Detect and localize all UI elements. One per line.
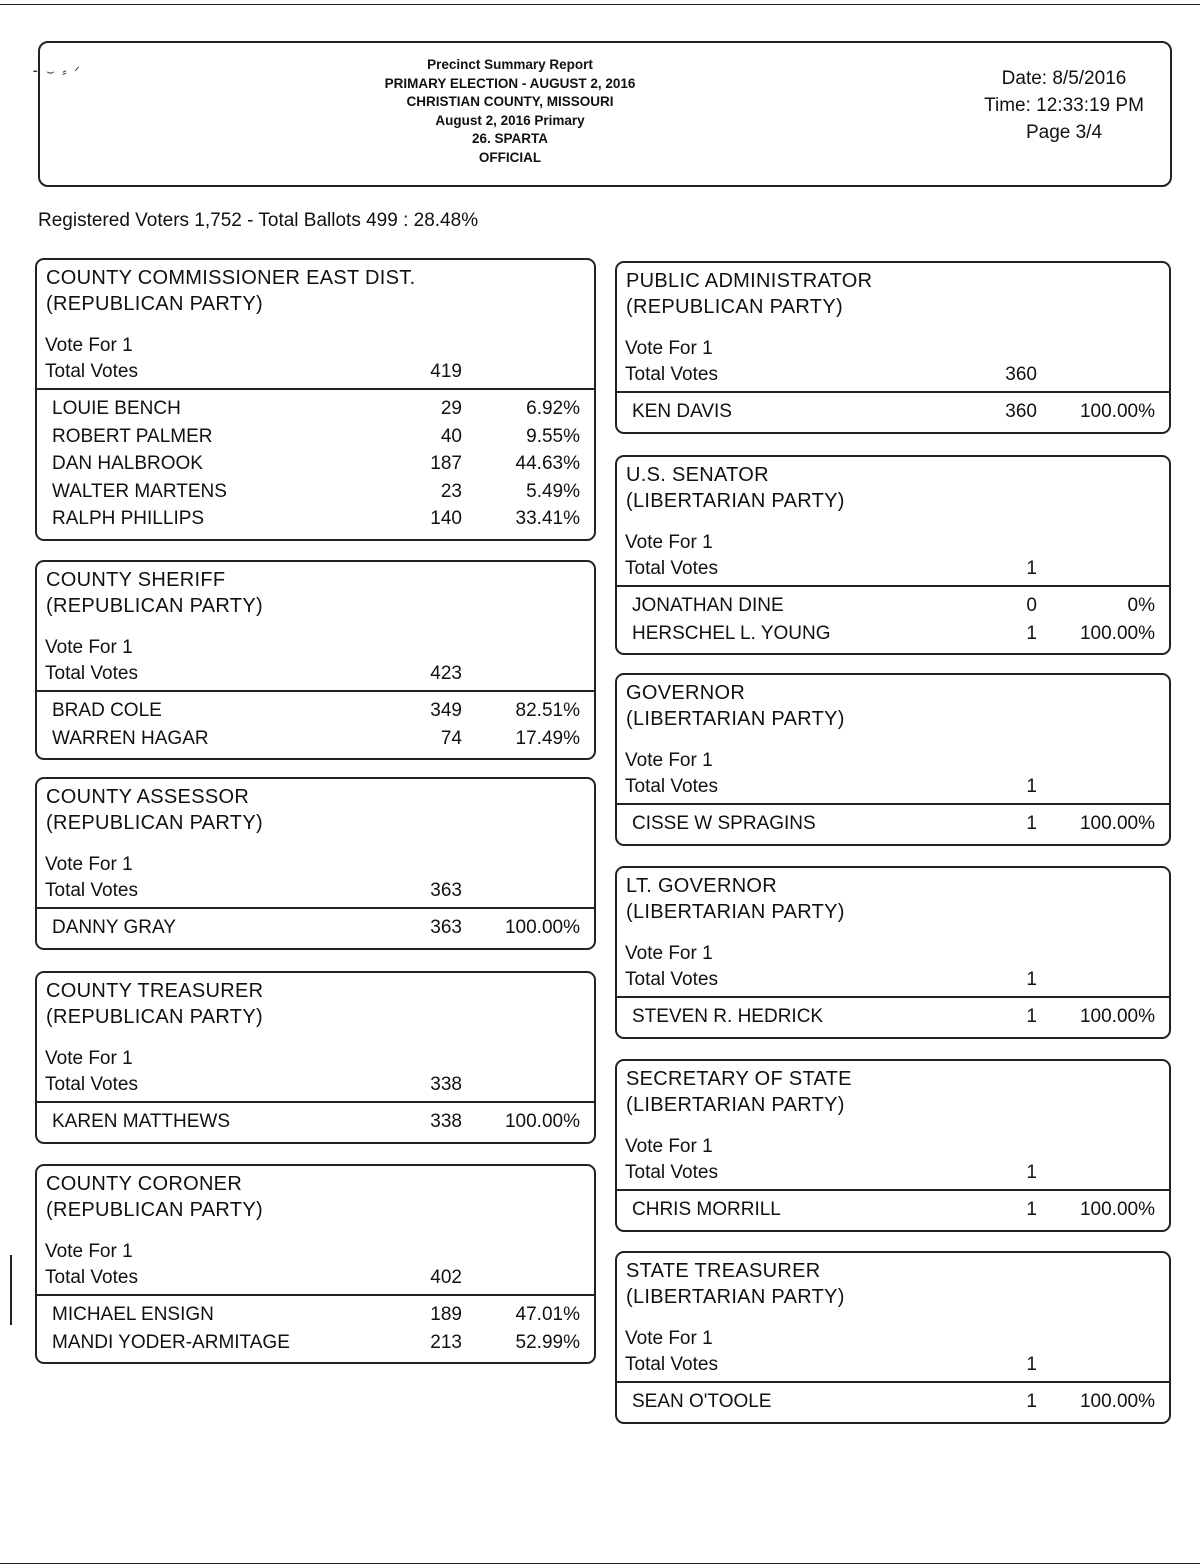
candidate-list <box>37 1103 594 1142</box>
candidate-votes: 1 <box>1026 1391 1037 1412</box>
total-votes-label: Total Votes <box>625 776 718 797</box>
precinct-name: 26. SPARTA <box>471 131 549 146</box>
race-title: COUNTY CORONER <box>46 1173 243 1195</box>
race-title: SECRETARY OF STATE <box>626 1068 852 1090</box>
candidate-list <box>617 805 1169 844</box>
report-title: Precinct Summary Report <box>427 57 593 72</box>
candidate-percent: 100.00% <box>1079 1391 1155 1412</box>
candidate-votes: 23 <box>440 480 462 502</box>
candidate-row <box>617 1003 1169 1031</box>
race-party: (REPUBLICAN PARTY) <box>46 812 263 834</box>
candidate-votes: 140 <box>430 508 462 530</box>
total-votes-label: Total Votes <box>625 1162 718 1183</box>
candidate-votes: 29 <box>440 398 462 419</box>
report-date: Date: 8/5/2016 <box>1001 68 1127 89</box>
total-votes-label: Total Votes <box>45 361 138 382</box>
candidate-percent: 17.49% <box>515 727 580 749</box>
race-party: (LIBERTARIAN PARTY) <box>626 1286 845 1308</box>
race-party: (LIBERTARIAN PARTY) <box>626 1094 845 1116</box>
candidate-row <box>617 1388 1169 1416</box>
race-party: (LIBERTARIAN PARTY) <box>626 901 845 923</box>
total-votes-row <box>617 362 1169 388</box>
candidate-row <box>617 592 1169 620</box>
candidate-name: RALPH PHILLIPS <box>52 508 205 530</box>
race-party: (REPUBLICAN PARTY) <box>46 293 263 315</box>
candidate-row <box>37 478 594 506</box>
candidate-votes: 40 <box>440 425 462 447</box>
candidate-row <box>37 725 594 753</box>
candidate-row <box>37 395 594 423</box>
vote-for-label: Vote For 1 <box>45 854 133 875</box>
candidate-list <box>617 998 1169 1037</box>
candidate-percent: 100.00% <box>504 1111 580 1132</box>
race-box-county-assessor <box>35 777 596 950</box>
candidate-percent: 9.55% <box>526 425 580 447</box>
candidate-name: LOUIE BENCH <box>52 398 181 419</box>
candidate-votes: 0 <box>1026 595 1037 616</box>
candidate-row <box>617 620 1169 648</box>
candidate-name: CHRIS MORRILL <box>632 1199 781 1220</box>
candidate-name: KEN DAVIS <box>632 401 732 422</box>
total-votes-row <box>617 556 1169 582</box>
total-votes-label: Total Votes <box>625 969 718 990</box>
candidate-list <box>37 390 594 539</box>
candidate-name: STEVEN R. HEDRICK <box>632 1006 824 1027</box>
candidate-row <box>37 1329 594 1357</box>
candidate-name: ROBERT PALMER <box>52 425 213 447</box>
election-date: August 2, 2016 Primary <box>435 112 585 128</box>
candidate-votes: 360 <box>1005 401 1037 422</box>
vote-for-label: Vote For 1 <box>45 335 133 356</box>
vote-for-label: Vote For 1 <box>625 943 713 964</box>
candidate-percent: 52.99% <box>515 1331 580 1353</box>
candidate-percent: 100.00% <box>1079 401 1155 422</box>
candidate-percent: 100.00% <box>1079 1006 1155 1027</box>
turnout-summary: Registered Voters 1,752 - Total Ballots 499 : 28.48% <box>38 210 479 231</box>
candidate-percent: 0% <box>1127 595 1155 616</box>
total-votes-label: Total Votes <box>45 880 138 901</box>
candidate-row <box>37 423 594 451</box>
race-title: STATE TREASURER <box>626 1260 821 1282</box>
candidate-name: KAREN MATTHEWS <box>52 1111 231 1132</box>
page-number: Page 3/4 <box>1025 122 1103 143</box>
candidate-name: DANNY GRAY <box>52 917 176 938</box>
candidate-row <box>37 505 594 533</box>
candidate-percent: 100.00% <box>1079 813 1155 834</box>
total-votes-value: 419 <box>430 361 462 382</box>
election-name: PRIMARY ELECTION - AUGUST 2, 2016 <box>384 75 636 91</box>
candidate-votes: 349 <box>430 700 462 721</box>
total-votes-label: Total Votes <box>45 1267 138 1288</box>
top-rule <box>0 4 1200 5</box>
race-box-public-administrator <box>615 261 1171 434</box>
candidate-name: SEAN O'TOOLE <box>632 1391 772 1412</box>
candidate-row <box>37 450 594 478</box>
total-votes-row <box>37 661 594 687</box>
race-box-secretary-of-state <box>615 1059 1171 1232</box>
county-name: CHRISTIAN COUNTY, MISSOURI <box>406 94 614 109</box>
candidate-votes: 213 <box>430 1331 462 1353</box>
candidate-name: JONATHAN DINE <box>632 595 784 616</box>
candidate-name: BRAD COLE <box>52 700 162 721</box>
candidate-list <box>617 1191 1169 1230</box>
total-votes-label: Total Votes <box>45 663 138 684</box>
candidate-votes: 1 <box>1026 813 1037 834</box>
candidate-row <box>617 1196 1169 1224</box>
race-party: (REPUBLICAN PARTY) <box>626 296 843 318</box>
race-party: (REPUBLICAN PARTY) <box>46 1199 263 1221</box>
candidate-name: WALTER MARTENS <box>52 480 227 502</box>
candidate-percent: 6.92% <box>526 398 580 419</box>
candidate-percent: 100.00% <box>504 917 580 938</box>
race-party: (LIBERTARIAN PARTY) <box>626 490 845 512</box>
candidate-percent: 33.41% <box>515 508 580 530</box>
candidate-name: MANDI YODER-ARMITAGE <box>52 1331 290 1353</box>
candidate-row <box>37 914 594 942</box>
candidate-votes: 338 <box>430 1111 462 1132</box>
total-votes-row <box>617 1352 1169 1378</box>
vote-for-label: Vote For 1 <box>625 1136 713 1157</box>
candidate-name: DAN HALBROOK <box>52 453 203 475</box>
candidate-list <box>617 587 1169 653</box>
candidate-percent: 82.51% <box>515 700 580 721</box>
race-title: COUNTY SHERIFF <box>46 569 226 591</box>
report-meta <box>964 65 1164 146</box>
candidate-votes: 74 <box>440 727 462 749</box>
race-title: COUNTY COMMISSIONER EAST DIST. <box>46 267 416 289</box>
race-title: PUBLIC ADMINISTRATOR <box>626 270 873 292</box>
total-votes-row <box>617 1160 1169 1186</box>
candidate-votes: 1 <box>1026 1006 1037 1027</box>
total-votes-value: 360 <box>1005 364 1037 385</box>
total-votes-value: 1 <box>1026 776 1037 797</box>
total-votes-value: 363 <box>430 880 462 901</box>
vote-for-label: Vote For 1 <box>45 1241 133 1262</box>
total-votes-value: 1 <box>1026 1354 1037 1375</box>
vote-for-label: Vote For 1 <box>625 338 713 359</box>
candidate-row <box>617 810 1169 838</box>
total-votes-row <box>37 878 594 904</box>
candidate-name: MICHAEL ENSIGN <box>52 1304 214 1325</box>
total-votes-row <box>617 774 1169 800</box>
vote-for-label: Vote For 1 <box>45 1048 133 1069</box>
race-title: COUNTY ASSESSOR <box>46 786 250 808</box>
race-box-u-s-senator <box>615 455 1171 655</box>
report-title-block <box>300 56 720 167</box>
race-title: U.S. SENATOR <box>626 464 769 486</box>
vote-for-label: Vote For 1 <box>625 532 713 553</box>
candidate-list <box>37 692 594 758</box>
total-votes-value: 1 <box>1026 558 1037 579</box>
total-votes-row <box>37 1265 594 1291</box>
total-votes-row <box>37 1072 594 1098</box>
official-status: OFFICIAL <box>478 149 542 165</box>
race-box-governor <box>615 673 1171 846</box>
candidate-name: HERSCHEL L. YOUNG <box>632 622 831 644</box>
report-header <box>38 41 1172 187</box>
total-votes-label: Total Votes <box>625 364 718 385</box>
total-votes-label: Total Votes <box>625 1354 718 1375</box>
margin-mark <box>10 1255 12 1325</box>
race-title: GOVERNOR <box>626 682 746 704</box>
candidate-row <box>37 1108 594 1136</box>
candidate-percent: 5.49% <box>526 480 580 502</box>
race-box-county-treasurer <box>35 971 596 1144</box>
total-votes-label: Total Votes <box>45 1074 138 1095</box>
total-votes-label: Total Votes <box>625 558 718 579</box>
race-box-county-sheriff <box>35 560 596 760</box>
bottom-rule <box>0 1563 1200 1564</box>
vote-for-label: Vote For 1 <box>625 1328 713 1349</box>
candidate-list <box>617 393 1169 432</box>
candidate-percent: 100.00% <box>1079 1199 1155 1220</box>
report-time: Time: 12:33:19 PM <box>984 95 1144 116</box>
candidate-list <box>37 1296 594 1362</box>
vote-for-label: Vote For 1 <box>45 637 133 658</box>
candidate-list <box>617 1383 1169 1422</box>
total-votes-value: 1 <box>1026 969 1037 990</box>
total-votes-row <box>617 967 1169 993</box>
race-party: (REPUBLICAN PARTY) <box>46 595 263 617</box>
race-box-county-commissioner-east-dist <box>35 258 596 541</box>
race-box-county-coroner <box>35 1164 596 1364</box>
candidate-name: CISSE W SPRAGINS <box>632 813 816 834</box>
candidate-row <box>37 697 594 725</box>
candidate-votes: 363 <box>430 917 462 938</box>
handwritten-mark: ⁃ ⌣ ⸗ ᐟ <box>32 64 82 79</box>
candidate-percent: 100.00% <box>1079 622 1155 644</box>
candidate-percent: 44.63% <box>515 453 580 475</box>
candidate-votes: 1 <box>1026 622 1037 644</box>
candidate-name: WARREN HAGAR <box>52 727 209 749</box>
candidate-row <box>37 1301 594 1329</box>
race-box-state-treasurer <box>615 1251 1171 1424</box>
race-box-lt-governor <box>615 866 1171 1039</box>
race-title: LT. GOVERNOR <box>626 875 778 897</box>
candidate-votes: 1 <box>1026 1199 1037 1220</box>
candidate-list <box>37 909 594 948</box>
total-votes-value: 423 <box>430 663 462 684</box>
race-party: (LIBERTARIAN PARTY) <box>626 708 845 730</box>
race-party: (REPUBLICAN PARTY) <box>46 1006 263 1028</box>
candidate-votes: 189 <box>430 1304 462 1325</box>
candidate-percent: 47.01% <box>515 1304 580 1325</box>
race-title: COUNTY TREASURER <box>46 980 264 1002</box>
candidate-row <box>617 398 1169 426</box>
vote-for-label: Vote For 1 <box>625 750 713 771</box>
total-votes-value: 1 <box>1026 1162 1037 1183</box>
candidate-votes: 187 <box>430 453 462 475</box>
total-votes-row <box>37 359 594 385</box>
total-votes-value: 402 <box>430 1267 462 1288</box>
total-votes-value: 338 <box>430 1074 462 1095</box>
